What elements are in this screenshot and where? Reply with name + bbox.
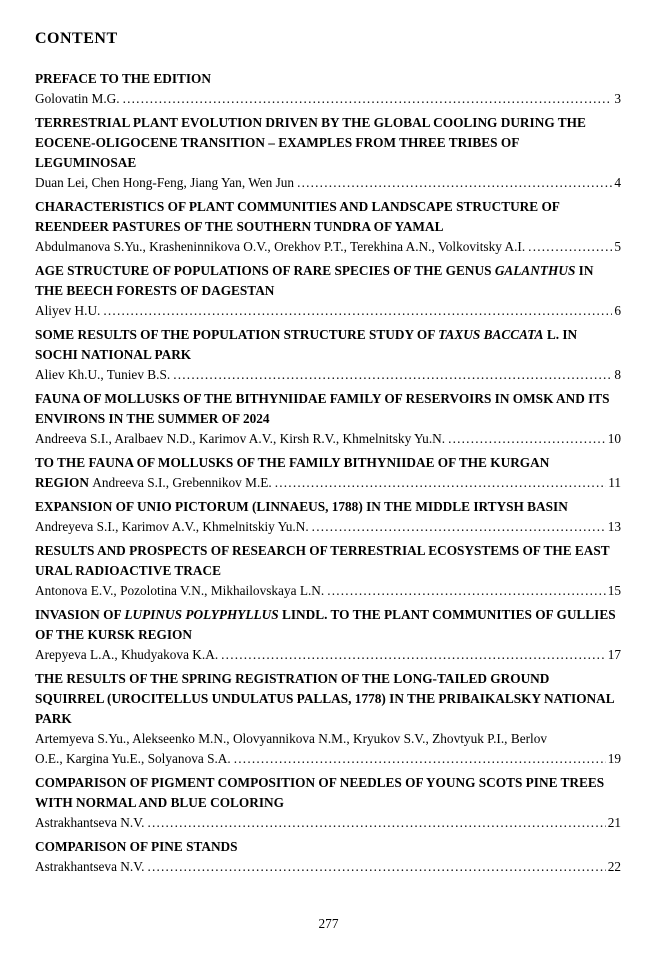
entry-authors: Arepyeva L.A., Khudyakova K.A.: [35, 647, 219, 662]
entry-authors-line: [35, 857, 621, 877]
entry-authors-line: [35, 729, 621, 749]
entry-page-number: 15: [607, 583, 621, 598]
entry-title-segment: IN THE BEECH FORESTS OF DAGESTAN: [35, 263, 594, 298]
entry-title-segment: SOME RESULTS OF THE POPULATION STRUCTURE STUDY OF: [35, 327, 439, 342]
entry-authors: Antonova E.V., Pozolotina V.N., Mikhailovskaya L.N.: [35, 583, 325, 598]
entry-authors-line: [35, 645, 621, 665]
entry-authors-line: [35, 365, 621, 385]
entry-title-italic-segment: GALANTHUS: [494, 263, 576, 278]
entry-page-number: 5: [614, 239, 621, 254]
dot-leader: [327, 581, 606, 601]
entry-title: [35, 197, 621, 237]
entry-authors: Andreyeva S.I., Karimov A.V., Khmelnitskiy Yu.N.: [35, 519, 309, 534]
toc-entry: [35, 453, 621, 493]
entry-page-number: 6: [614, 303, 621, 318]
entry-title-italic-segment: TAXUS BACCATA: [438, 327, 544, 342]
entry-title: [35, 837, 621, 857]
entry-author-lines: [35, 89, 621, 109]
entry-author-lines: [35, 813, 621, 833]
toc-entry: [35, 69, 621, 109]
entry-page-number: 8: [614, 367, 621, 382]
entry-title: [35, 669, 621, 729]
toc-entry: [35, 113, 621, 193]
entry-title-segment: AGE STRUCTURE OF POPULATIONS OF RARE SPECIES OF THE GENUS: [35, 263, 495, 278]
page-footer-number: 277: [318, 916, 339, 931]
entry-title: [35, 113, 621, 173]
entry-authors: Duan Lei, Chen Hong-Feng, Jiang Yan, Wen Jun: [35, 175, 295, 190]
dot-leader: [173, 365, 612, 385]
toc-entry: [35, 669, 621, 769]
entry-author-lines: [35, 365, 621, 385]
toc-entry: [35, 325, 621, 385]
dot-leader: [123, 89, 613, 109]
entry-page-number: 11: [608, 475, 621, 490]
dot-leader: [297, 173, 612, 193]
entry-authors: Astrakhantseva N.V.: [35, 815, 145, 830]
entry-page-number: 4: [614, 175, 621, 190]
entry-author-lines: [35, 729, 621, 769]
entry-page-number: 17: [607, 647, 621, 662]
toc-entry: [35, 541, 621, 601]
entry-title-segment: COMPARISON OF PIGMENT COMPOSITION OF NEEDLES OF YOUNG SCOTS PINE TREES WITH NORMAL AND BLUE COLORING: [35, 775, 605, 810]
entry-authors-line: [35, 473, 621, 493]
toc-entry: [35, 197, 621, 257]
entry-title: [35, 773, 621, 813]
entry-authors: Aliev Kh.U., Tuniev B.S.: [35, 367, 171, 382]
entry-title: [35, 325, 621, 365]
entry-authors: Artemyeva S.Yu., Alekseenko M.N., Olovyannikova N.M., Kryukov S.V., Zhovtyuk P.I., Berlov: [35, 731, 548, 746]
entry-page-number: 13: [607, 519, 621, 534]
entry-page-number: 10: [607, 431, 621, 446]
entry-authors: Golovatin M.G.: [35, 91, 120, 106]
entry-title-segment: PREFACE TO THE EDITION: [35, 71, 211, 86]
entry-title-italic-segment: LUPINUS POLYPHYLLUS: [124, 607, 279, 622]
dot-leader: [275, 473, 606, 493]
entry-title: [35, 389, 621, 429]
entry-authors: O.E., Kargina Yu.E., Solyanova S.A.: [35, 751, 231, 766]
entry-authors-line: [35, 89, 621, 109]
dot-leader: [448, 429, 606, 449]
entry-authors-line: [35, 813, 621, 833]
toc-entry: [35, 497, 621, 537]
dot-leader: [147, 813, 605, 833]
entry-title: [35, 261, 621, 301]
entry-title-segment: L. IN SOCHI NATIONAL PARK: [35, 327, 578, 362]
entry-author-lines: [35, 581, 621, 601]
entry-author-lines: [35, 517, 621, 537]
entry-page-number: 21: [607, 815, 621, 830]
page-title: CONTENT: [35, 30, 118, 47]
entry-authors-line: [35, 237, 621, 257]
dot-leader: [528, 237, 612, 257]
toc-entry: [35, 389, 621, 449]
entry-author-lines: [35, 173, 621, 193]
toc-list: [35, 69, 621, 877]
entry-author-lines: [35, 645, 621, 665]
entry-title-segment: RESULTS AND PROSPECTS OF RESEARCH OF TERRESTRIAL ECOSYSTEMS OF THE EAST URAL RADIOACTIVE TRACE: [35, 543, 610, 578]
entry-title-segment: COMPARISON OF PINE STANDS: [35, 839, 238, 854]
entry-author-lines: [35, 237, 621, 257]
entry-title: [35, 605, 621, 645]
entry-title-segment: LINDL. TO THE PLANT COMMUNITIES OF GULLIES OF THE KURSK REGION: [35, 607, 616, 642]
entry-authors: Astrakhantseva N.V.: [35, 859, 145, 874]
toc-entry: [35, 773, 621, 833]
entry-page-number: 3: [614, 91, 621, 106]
dot-leader: [234, 749, 606, 769]
entry-authors-line: [35, 429, 621, 449]
toc-entry: [35, 261, 621, 321]
dot-leader: [312, 517, 606, 537]
entry-page-number: 22: [607, 859, 621, 874]
dot-leader: [221, 645, 606, 665]
entry-author-lines: [35, 301, 621, 321]
entry-authors: Abdulmanova S.Yu., Krasheninnikova O.V., Orekhov P.T., Terekhina A.N., Volkovitsky A.I.: [35, 239, 526, 254]
entry-title: [35, 453, 621, 473]
entry-author-lines: [35, 429, 621, 449]
entry-title-segment: TERRESTRIAL PLANT EVOLUTION DRIVEN BY THE GLOBAL COOLING DURING THE EOCENE-OLIGOCENE TRANSITION – EXAMPLES FROM THREE TRIBES OF LEGUMINOSAE: [35, 115, 586, 170]
entry-title-segment: THE RESULTS OF THE SPRING REGISTRATION OF THE LONG-TAILED GROUND SQUIRREL (UROCITELLUS UNDULATUS PALLAS, 1778) IN THE PRIBAIKALSKY NATIONAL PARK: [35, 671, 614, 726]
entry-title-segment: FAUNA OF MOLLUSKS OF THE BITHYNIIDAE FAMILY OF RESERVOIRS IN OMSK AND ITS ENVIRONS IN THE SUMMER OF 2024: [35, 391, 610, 426]
entry-authors: Aliyev H.U.: [35, 303, 101, 318]
entry-title: [35, 541, 621, 581]
toc-entry: [35, 837, 621, 877]
entry-page-number: 19: [607, 751, 621, 766]
entry-title-segment: TO THE FAUNA OF MOLLUSKS OF THE FAMILY BITHYNIIDAE OF THE KURGAN: [35, 455, 550, 470]
entry-authors-line: [35, 517, 621, 537]
dot-leader: [147, 857, 605, 877]
toc-entry: [35, 605, 621, 665]
entry-title-segment: INVASION OF: [35, 607, 125, 622]
entry-authors: Andreeva S.I., Grebennikov M.E.: [92, 475, 272, 490]
entry-authors-line: [35, 173, 621, 193]
entry-title-continuation: REGION: [35, 475, 93, 490]
entry-authors-line: [35, 749, 621, 769]
entry-authors-line: [35, 301, 621, 321]
entry-title-segment: CHARACTERISTICS OF PLANT COMMUNITIES AND LANDSCAPE STRUCTURE OF REENDEER PASTURES OF THE SOUTHERN TUNDRA OF YAMAL: [35, 199, 560, 234]
entry-author-lines: [35, 473, 621, 493]
entry-authors-line: [35, 581, 621, 601]
entry-title: [35, 497, 621, 517]
entry-title: [35, 69, 621, 89]
dot-leader: [103, 301, 612, 321]
entry-authors: Andreeva S.I., Aralbaev N.D., Karimov A.V., Kirsh R.V., Khmelnitsky Yu.N.: [35, 431, 446, 446]
entry-author-lines: [35, 857, 621, 877]
entry-title-segment: EXPANSION OF UNIO PICTORUM (LINNAEUS, 1788) IN THE MIDDLE IRTYSH BASIN: [35, 499, 568, 514]
